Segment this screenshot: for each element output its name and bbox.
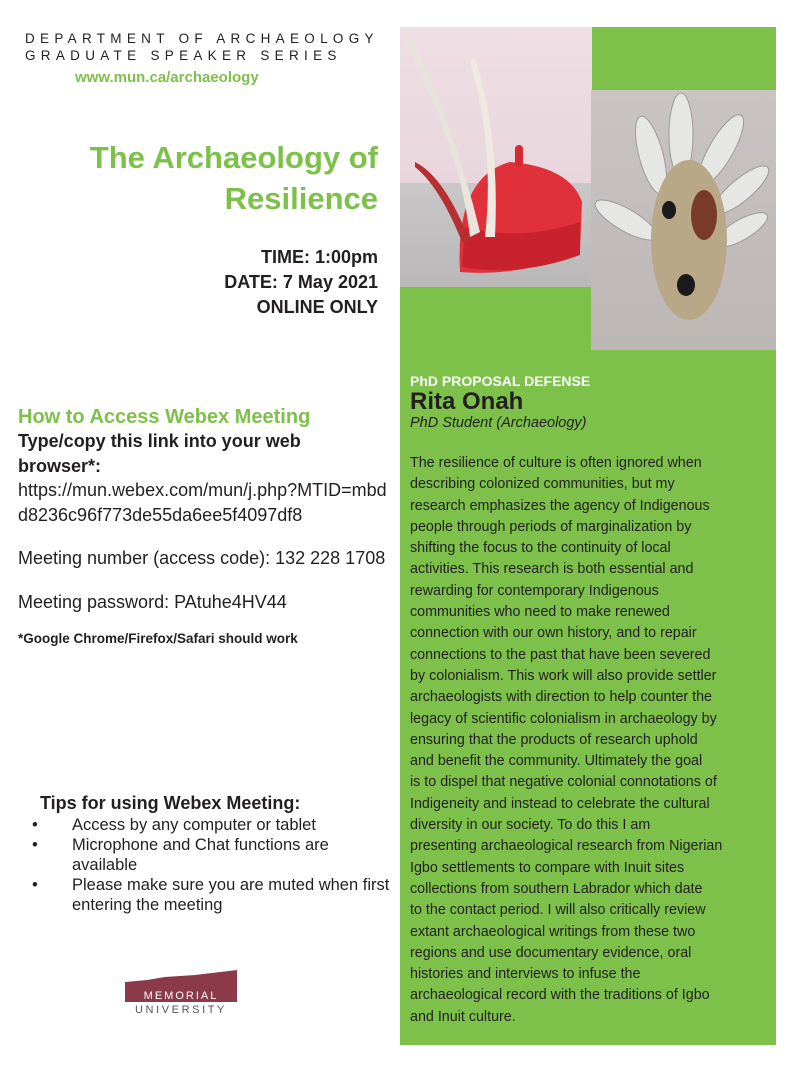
title-line: The Archaeology of bbox=[89, 140, 378, 175]
abstract-line: shifting the focus to the continuity of local bbox=[410, 540, 671, 557]
abstract-line: people through periods of marginalization by bbox=[410, 518, 692, 535]
abstract-line: and Inuit culture. bbox=[410, 1008, 516, 1025]
event-type: PhD PROPOSAL DEFENSE bbox=[410, 373, 591, 389]
speaker-name: Rita Onah bbox=[410, 388, 524, 415]
event-time: TIME: 1:00pm bbox=[260, 247, 378, 267]
abstract-line: ensuring that the products of research uphold bbox=[410, 731, 698, 748]
speaker-info bbox=[410, 373, 772, 1028]
access-instruction: Type/copy this link into your web browser*: bbox=[18, 431, 301, 476]
inuit-mask-photo bbox=[591, 90, 776, 350]
abstract bbox=[410, 453, 772, 1028]
access-section bbox=[18, 405, 388, 652]
event-mode: ONLINE ONLY bbox=[256, 297, 378, 317]
meeting-number: Meeting number (access code): 132 228 1708 bbox=[18, 548, 386, 568]
logo-text: UNIVERSITY bbox=[134, 1004, 227, 1016]
meeting-link[interactable]: https://mun.webex.com/mun/j.php?MTID=mbdd8236c96f773de55da6ee5f4097df8 bbox=[18, 480, 387, 525]
abstract-line: archaeological record with the traditions of Igbo bbox=[410, 987, 710, 1004]
series-line: GRADUATE SPEAKER SERIES bbox=[25, 48, 342, 63]
abstract-line: Igbo settlements to compare with Inuit sites bbox=[410, 859, 685, 876]
tip-item: • Microphone and Chat functions are available bbox=[40, 835, 390, 875]
tip-item: • Access by any computer or tablet bbox=[40, 815, 390, 835]
tip-item: • Please make sure you are muted when first entering the meeting bbox=[40, 875, 390, 915]
abstract-line: collections from southern Labrador which date bbox=[410, 880, 703, 897]
department-header bbox=[25, 30, 379, 64]
event-details bbox=[224, 245, 378, 320]
title-line: Resilience bbox=[224, 181, 378, 216]
meeting-password: Meeting password: PAtuhe4HV44 bbox=[18, 591, 287, 612]
website-link[interactable]: www.mun.ca/archaeology bbox=[75, 69, 259, 86]
abstract-line: rewarding for contemporary Indigenous bbox=[410, 582, 659, 599]
abstract-line: and benefit the community. Ultimately the goal bbox=[410, 753, 703, 770]
igbo-red-cap-photo bbox=[400, 27, 592, 287]
browser-note: *Google Chrome/Firefox/Safari should work bbox=[18, 631, 298, 646]
abstract-line: to the contact period. I will also critically review bbox=[410, 902, 706, 919]
abstract-line: extant archaeological writings from these two bbox=[410, 923, 696, 940]
abstract-line: communities who need to make renewed bbox=[410, 604, 670, 621]
memorial-university-logo bbox=[125, 970, 237, 1020]
abstract-line: histories and interviews to infuse the bbox=[410, 966, 641, 983]
abstract-line: regions and use documentary evidence, oral bbox=[410, 944, 692, 961]
tips-heading: Tips for using Webex Meeting: bbox=[40, 793, 301, 813]
abstract-line: connections to the past that have been severed bbox=[410, 646, 711, 663]
abstract-line: by colonialism. This work will also provide settler bbox=[410, 667, 717, 684]
abstract-line: describing colonized communities, but my bbox=[410, 476, 675, 493]
abstract-line: activities. This research is both essential and bbox=[410, 561, 694, 578]
access-heading: How to Access Webex Meeting bbox=[18, 406, 311, 428]
abstract-line: presenting archaeological research from Nigerian bbox=[410, 838, 723, 855]
speaker-role: PhD Student (Archaeology) bbox=[410, 415, 587, 431]
abstract-line: connection with our own history, and to repair bbox=[410, 625, 697, 642]
dept-line: DEPARTMENT OF ARCHAEOLOGY bbox=[25, 31, 379, 46]
event-date: DATE: 7 May 2021 bbox=[224, 272, 378, 292]
abstract-line: research emphasizes the agency of Indigenous bbox=[410, 497, 710, 514]
event-title bbox=[90, 137, 378, 219]
abstract-line: diversity in our society. To do this I am bbox=[410, 817, 651, 834]
abstract-line: is to dispel that negative colonial connotations of bbox=[410, 774, 717, 791]
tips-section bbox=[40, 793, 390, 915]
logo-text: MEMORIAL bbox=[143, 990, 219, 1002]
abstract-line: legacy of scientific colonialism in archaeology by bbox=[410, 710, 717, 727]
abstract-line: Indigeneity and instead to celebrate the cultural bbox=[410, 795, 710, 812]
abstract-line: archaeologists with direction to help counter the bbox=[410, 689, 713, 706]
abstract-line: The resilience of culture is often ignored when bbox=[410, 455, 702, 471]
